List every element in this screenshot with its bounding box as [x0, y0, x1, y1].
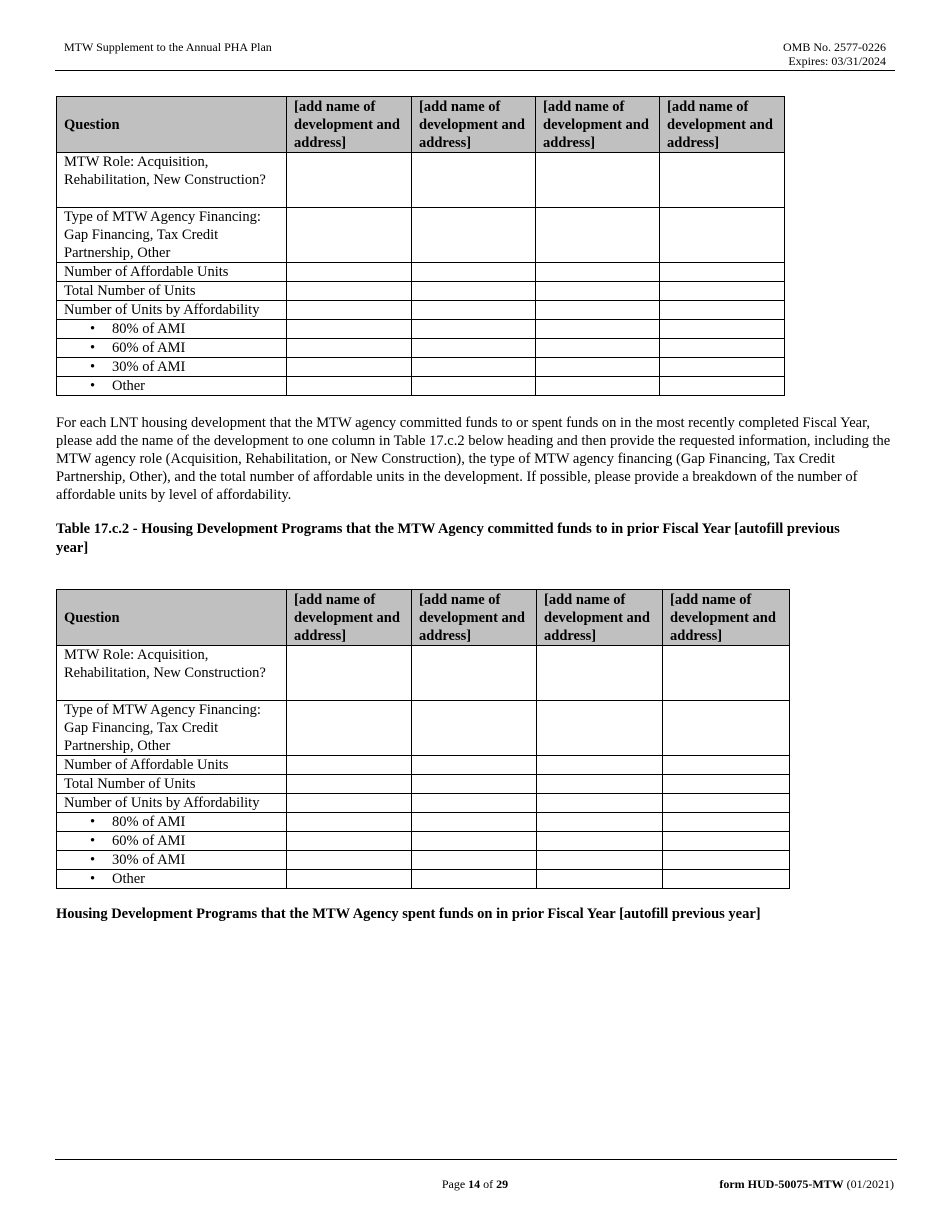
bullet-icon: •: [90, 833, 96, 849]
table-cell[interactable]: [287, 813, 412, 832]
table-cell[interactable]: [536, 208, 660, 263]
row-label-total: Total Number of Units: [57, 282, 287, 301]
table-cell[interactable]: [536, 339, 660, 358]
table-cell[interactable]: [660, 377, 785, 396]
column-header-development-1: [add name of development and address]: [287, 590, 412, 646]
table-cell[interactable]: [537, 813, 663, 832]
table-cell[interactable]: [287, 320, 412, 339]
table-cell[interactable]: [412, 870, 537, 889]
table-cell[interactable]: [663, 646, 790, 701]
row-label-ami60: [57, 339, 287, 358]
table-cell[interactable]: [287, 282, 412, 301]
table-cell[interactable]: [660, 208, 785, 263]
table-cell[interactable]: [536, 263, 660, 282]
table-cell[interactable]: [412, 208, 536, 263]
row-label-text: Other: [112, 378, 146, 394]
table-cell[interactable]: [660, 358, 785, 377]
row-label-financing: Type of MTW Agency Financing: Gap Financing, Tax Credit Partnership, Other: [57, 701, 287, 756]
table-cell[interactable]: [412, 813, 537, 832]
current-page: 14: [468, 1177, 481, 1191]
table-17c2-title: Table 17.c.2 - Housing Development Programs that the MTW Agency committed funds to in prior Fiscal Year [autofill previous year]: [56, 521, 840, 556]
table-cell[interactable]: [536, 358, 660, 377]
table-cell[interactable]: [536, 153, 660, 208]
row-label-other: [57, 870, 287, 889]
bullet-icon: •: [90, 378, 96, 394]
page-prefix: Page: [441, 1177, 469, 1191]
bullet-icon: •: [90, 814, 96, 830]
table-cell[interactable]: [412, 339, 536, 358]
header-divider: [55, 70, 895, 71]
table-row: [57, 701, 790, 756]
table-cell[interactable]: [412, 775, 537, 794]
table-cell[interactable]: [287, 775, 412, 794]
table-row: [57, 377, 785, 396]
table-cell[interactable]: [412, 301, 536, 320]
row-label-text: 30% of AMI: [112, 359, 186, 375]
bullet-icon: •: [90, 321, 96, 337]
table-cell[interactable]: [287, 870, 412, 889]
table-row: [57, 153, 785, 208]
table-row: [57, 263, 785, 282]
table-row: [57, 320, 785, 339]
row-label-ami80: [57, 813, 287, 832]
table-cell[interactable]: [412, 832, 537, 851]
table-cell[interactable]: [412, 377, 536, 396]
spent-funds-section-title: Housing Development Programs that the MTW Agency spent funds on in prior Fiscal Year [autofill previous year]: [56, 906, 761, 922]
table-cell[interactable]: [412, 153, 536, 208]
table-cell[interactable]: [536, 301, 660, 320]
development-table-2: [56, 589, 790, 889]
page-of: of: [480, 1177, 497, 1191]
form-date: (01/2021): [843, 1177, 894, 1191]
table-cell[interactable]: [412, 851, 537, 870]
table-cell[interactable]: [412, 320, 536, 339]
table-cell[interactable]: [663, 756, 790, 775]
row-label-text: 80% of AMI: [112, 814, 186, 830]
table-cell[interactable]: [287, 339, 412, 358]
table-cell[interactable]: [663, 870, 790, 889]
table-cell[interactable]: [412, 701, 537, 756]
table-cell[interactable]: [663, 775, 790, 794]
column-header-development-2: [add name of development and address]: [412, 97, 536, 153]
table-cell[interactable]: [537, 646, 663, 701]
table-cell[interactable]: [537, 851, 663, 870]
form-identifier: [719, 1177, 894, 1192]
row-label-role: MTW Role: Acquisition, Rehabilitation, New Construction?: [57, 646, 287, 701]
table-cell[interactable]: [537, 701, 663, 756]
table-cell[interactable]: [660, 320, 785, 339]
row-label-ami30: [57, 851, 287, 870]
table-cell[interactable]: [287, 851, 412, 870]
row-label-text: 60% of AMI: [112, 340, 186, 356]
table-cell[interactable]: [412, 756, 537, 775]
table-row: [57, 339, 785, 358]
column-header-question: Question: [57, 590, 287, 646]
column-header-development-3: [add name of development and address]: [537, 590, 663, 646]
table-row: [57, 282, 785, 301]
table-cell[interactable]: [287, 646, 412, 701]
table-row: [57, 794, 790, 813]
table-cell[interactable]: [663, 794, 790, 813]
table-row: [57, 358, 785, 377]
table-cell[interactable]: [287, 756, 412, 775]
bullet-icon: •: [90, 359, 96, 375]
row-label-total: Total Number of Units: [57, 775, 287, 794]
table-cell[interactable]: [287, 301, 412, 320]
total-pages: 29: [496, 1177, 509, 1191]
table-cell[interactable]: [663, 701, 790, 756]
bullet-icon: •: [90, 852, 96, 868]
table-cell[interactable]: [537, 756, 663, 775]
bullet-icon: •: [90, 340, 96, 356]
table-cell[interactable]: [537, 870, 663, 889]
omb-expiry: Expires: 03/31/2024: [788, 54, 886, 68]
row-label-text: 80% of AMI: [112, 321, 186, 337]
table-cell[interactable]: [287, 701, 412, 756]
column-header-development-4: [add name of development and address]: [660, 97, 785, 153]
header-omb: [783, 40, 886, 68]
form-id: form HUD-50075-MTW: [719, 1177, 844, 1191]
table-cell[interactable]: [412, 646, 537, 701]
table-row: [57, 832, 790, 851]
table-cell[interactable]: [660, 263, 785, 282]
table-row: [57, 851, 790, 870]
row-label-ami60: [57, 832, 287, 851]
row-label-by-affordability: Number of Units by Affordability: [57, 794, 287, 813]
table-cell[interactable]: [663, 813, 790, 832]
table-cell[interactable]: [412, 263, 536, 282]
row-label-text: 30% of AMI: [112, 852, 186, 868]
table-header-row: [57, 97, 785, 153]
table-cell[interactable]: [660, 339, 785, 358]
row-label-ami30: [57, 358, 287, 377]
table-cell[interactable]: [287, 377, 412, 396]
column-header-question: Question: [57, 97, 287, 153]
table-cell[interactable]: [660, 153, 785, 208]
table-cell[interactable]: [287, 358, 412, 377]
table-cell[interactable]: [663, 851, 790, 870]
row-label-by-affordability: Number of Units by Affordability: [57, 301, 287, 320]
table-row: [57, 813, 790, 832]
table-row: [57, 756, 790, 775]
table-cell[interactable]: [536, 377, 660, 396]
column-header-development-2: [add name of development and address]: [412, 590, 537, 646]
table-cell[interactable]: [287, 153, 412, 208]
instructions-paragraph: For each LNT housing development that the MTW agency committed funds to or spent funds on in the most recently completed Fiscal Year, please add the name of the development to one column in Table 17.c.2 below heading and then provide the requested information, including the MTW agency role (Acquisition, Rehabilitation, or New Construction), the type of MTW agency financing (Gap Financing, Tax Credit Partnership, Other), and the total number of affordable units in the development. If possible, please provide a breakdown of the number of affordable units by level of affordability.: [56, 415, 891, 503]
footer-divider: [55, 1159, 897, 1160]
row-label-affordable: Number of Affordable Units: [57, 756, 287, 775]
table-row: [57, 301, 785, 320]
table-cell[interactable]: [660, 301, 785, 320]
table-cell[interactable]: [537, 794, 663, 813]
development-table-1: [56, 96, 785, 396]
table-cell[interactable]: [537, 832, 663, 851]
table-row: [57, 775, 790, 794]
table-cell[interactable]: [412, 794, 537, 813]
table-cell[interactable]: [412, 282, 536, 301]
row-label-ami80: [57, 320, 287, 339]
table-cell[interactable]: [536, 320, 660, 339]
table-row: [57, 208, 785, 263]
column-header-development-1: [add name of development and address]: [287, 97, 412, 153]
table-cell[interactable]: [663, 832, 790, 851]
table-cell[interactable]: [412, 358, 536, 377]
table-cell[interactable]: [536, 282, 660, 301]
row-label-text: 60% of AMI: [112, 833, 186, 849]
row-label-financing: Type of MTW Agency Financing: Gap Financing, Tax Credit Partnership, Other: [57, 208, 287, 263]
table-cell[interactable]: [287, 263, 412, 282]
table-row: [57, 646, 790, 701]
table-cell[interactable]: [660, 282, 785, 301]
row-label-other: [57, 377, 287, 396]
table-header-row: [57, 590, 790, 646]
row-label-text: Other: [112, 871, 146, 887]
table-cell[interactable]: [287, 832, 412, 851]
row-label-affordable: Number of Affordable Units: [57, 263, 287, 282]
bullet-icon: •: [90, 871, 96, 887]
column-header-development-4: [add name of development and address]: [663, 590, 790, 646]
column-header-development-3: [add name of development and address]: [536, 97, 660, 153]
header-title: MTW Supplement to the Annual PHA Plan: [64, 40, 272, 54]
table-cell[interactable]: [287, 794, 412, 813]
table-row: [57, 870, 790, 889]
table-cell[interactable]: [537, 775, 663, 794]
row-label-role: MTW Role: Acquisition, Rehabilitation, New Construction?: [57, 153, 287, 208]
omb-number: OMB No. 2577-0226: [782, 40, 886, 54]
table-cell[interactable]: [287, 208, 412, 263]
